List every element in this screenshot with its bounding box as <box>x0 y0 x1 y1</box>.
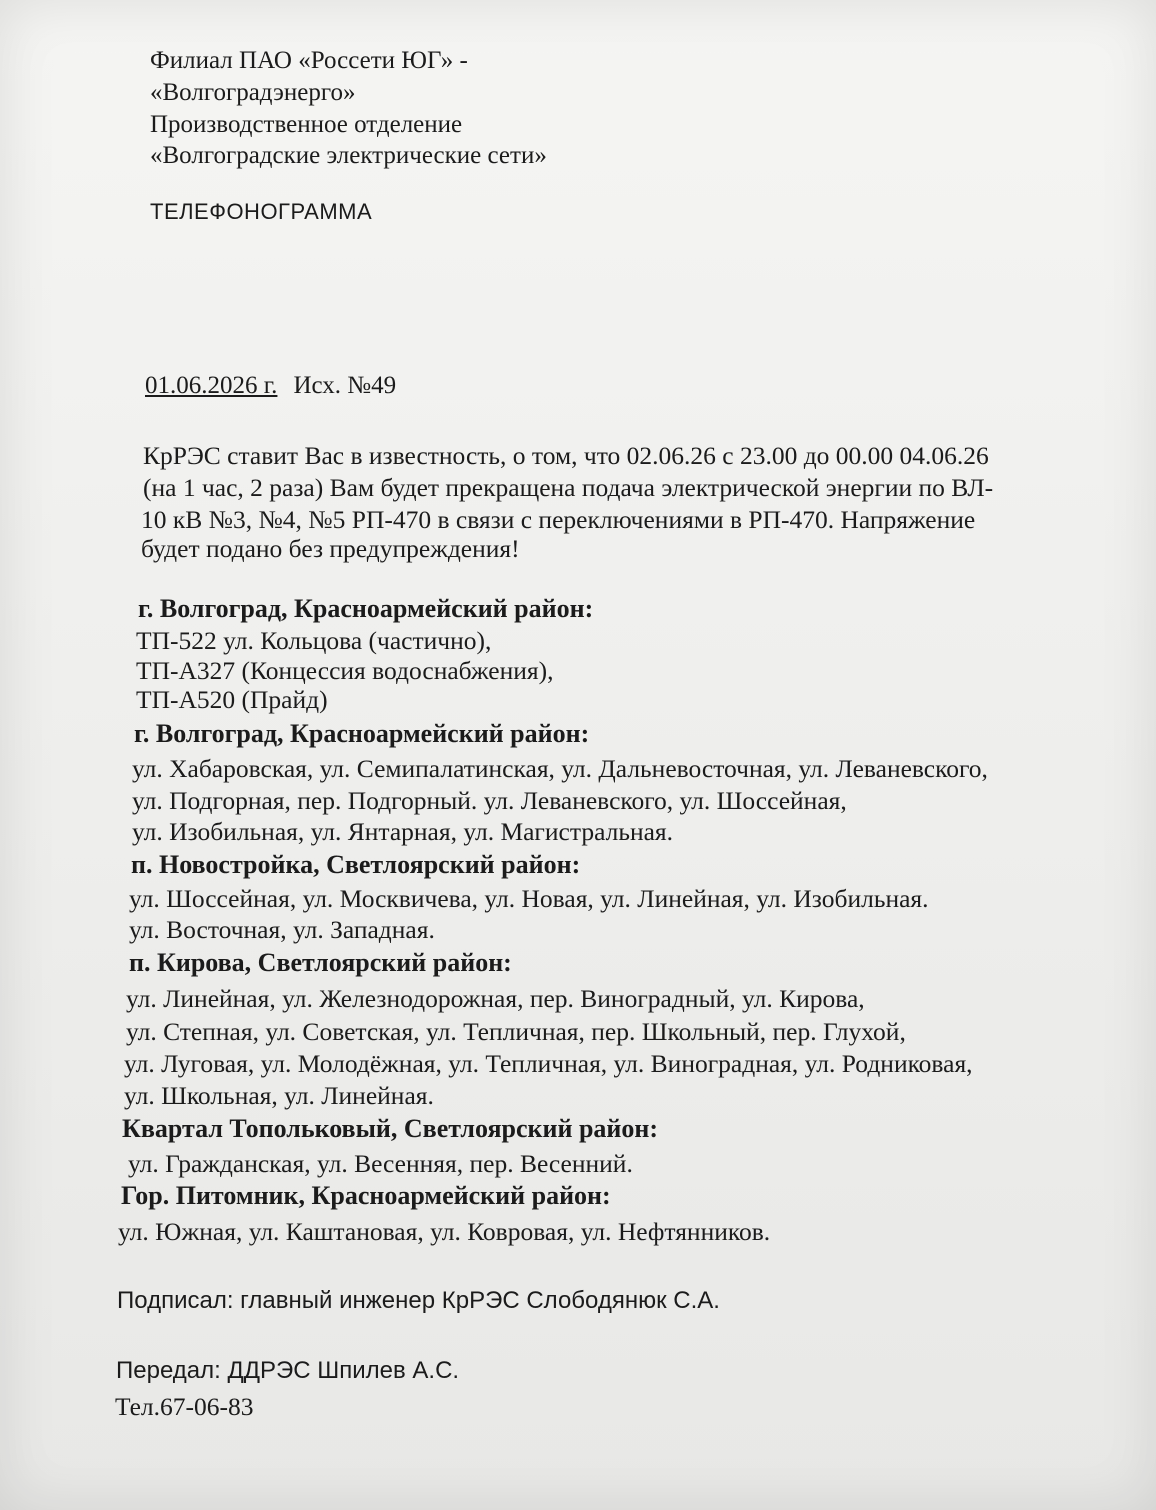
area-line: ТП-А520 (Прайд) <box>136 685 328 714</box>
area-line: ул. Линейная, ул. Железнодорожная, пер. Виноградный, ул. Кирова, <box>126 984 865 1013</box>
area-line: ул. Хабаровская, ул. Семипалатинская, ул. Дальневосточная, ул. Леваневского, <box>132 754 988 783</box>
message-line-1: КрРЭС ставит Вас в известность, о том, что 02.06.26 с 23.00 до 00.00 04.06.26 <box>143 441 989 470</box>
transmitted-by: Передал: ДДРЭС Шпилев А.С. <box>116 1357 460 1384</box>
doc-meta <box>145 371 396 401</box>
area-line: ул. Подгорная, пер. Подгорный. ул. Леваневского, ул. Шоссейная, <box>132 786 847 815</box>
message-line-4: будет подано без предупреждения! <box>141 534 520 563</box>
message-line-2: (на 1 час, 2 раза) Вам будет прекращена подача электрической энергии по ВЛ- <box>143 473 994 502</box>
area-title: п. Новостройка, Светлоярский район: <box>131 850 581 879</box>
doc-date: 01.06.2026 г. <box>145 372 278 399</box>
area-line: ул. Восточная, ул. Западная. <box>129 915 435 944</box>
area-title: п. Кирова, Светлоярский район: <box>129 948 512 977</box>
org-line-2: «Волгоградэнерго» <box>150 79 356 106</box>
doc-number: Исх. №49 <box>293 372 397 399</box>
area-title: г. Волгоград, Красноармейский район: <box>138 594 594 623</box>
area-line: ул. Шоссейная, ул. Москвичева, ул. Новая, ул. Линейная, ул. Изобильная. <box>129 884 929 913</box>
phone-number: Тел.67-06-83 <box>115 1392 254 1421</box>
area-line: ул. Степная, ул. Советская, ул. Тепличная, пер. Школьный, пер. Глухой, <box>126 1017 906 1046</box>
area-title: Гор. Питомник, Красноармейский район: <box>121 1181 611 1210</box>
area-line: ул. Гражданская, ул. Весенняя, пер. Весенний. <box>128 1149 633 1178</box>
area-line: ул. Южная, ул. Каштановая, ул. Ковровая, ул. Нефтянников. <box>118 1217 771 1246</box>
area-line: ул. Изобильная, ул. Янтарная, ул. Магистральная. <box>132 817 674 846</box>
area-line: ул. Луговая, ул. Молодёжная, ул. Тепличная, ул. Виноградная, ул. Родниковая, <box>124 1049 973 1078</box>
area-line: ул. Школьная, ул. Линейная. <box>124 1081 434 1110</box>
message-line-3: 10 кВ №3, №4, №5 РП-470 в связи с переключениями в РП-470. Напряжение <box>141 505 976 534</box>
org-line-1: Филиал ПАО «Россети ЮГ» - <box>150 47 468 74</box>
org-line-3: Производственное отделение <box>150 111 463 138</box>
area-title: Квартал Топольковый, Светлоярский район: <box>122 1114 659 1143</box>
signed-by: Подписал: главный инженер КрРЭС Слободянюк С.А. <box>117 1287 720 1314</box>
area-line: ТП-А327 (Концессия водоснабжения), <box>136 656 554 685</box>
org-line-4: «Волгоградские электрические сети» <box>150 142 547 169</box>
area-title: г. Волгоград, Красноармейский район: <box>134 719 590 748</box>
doc-type-title: ТЕЛЕФОНОГРАММА <box>150 199 373 224</box>
area-line: ТП-522 ул. Кольцова (частично), <box>136 626 492 655</box>
